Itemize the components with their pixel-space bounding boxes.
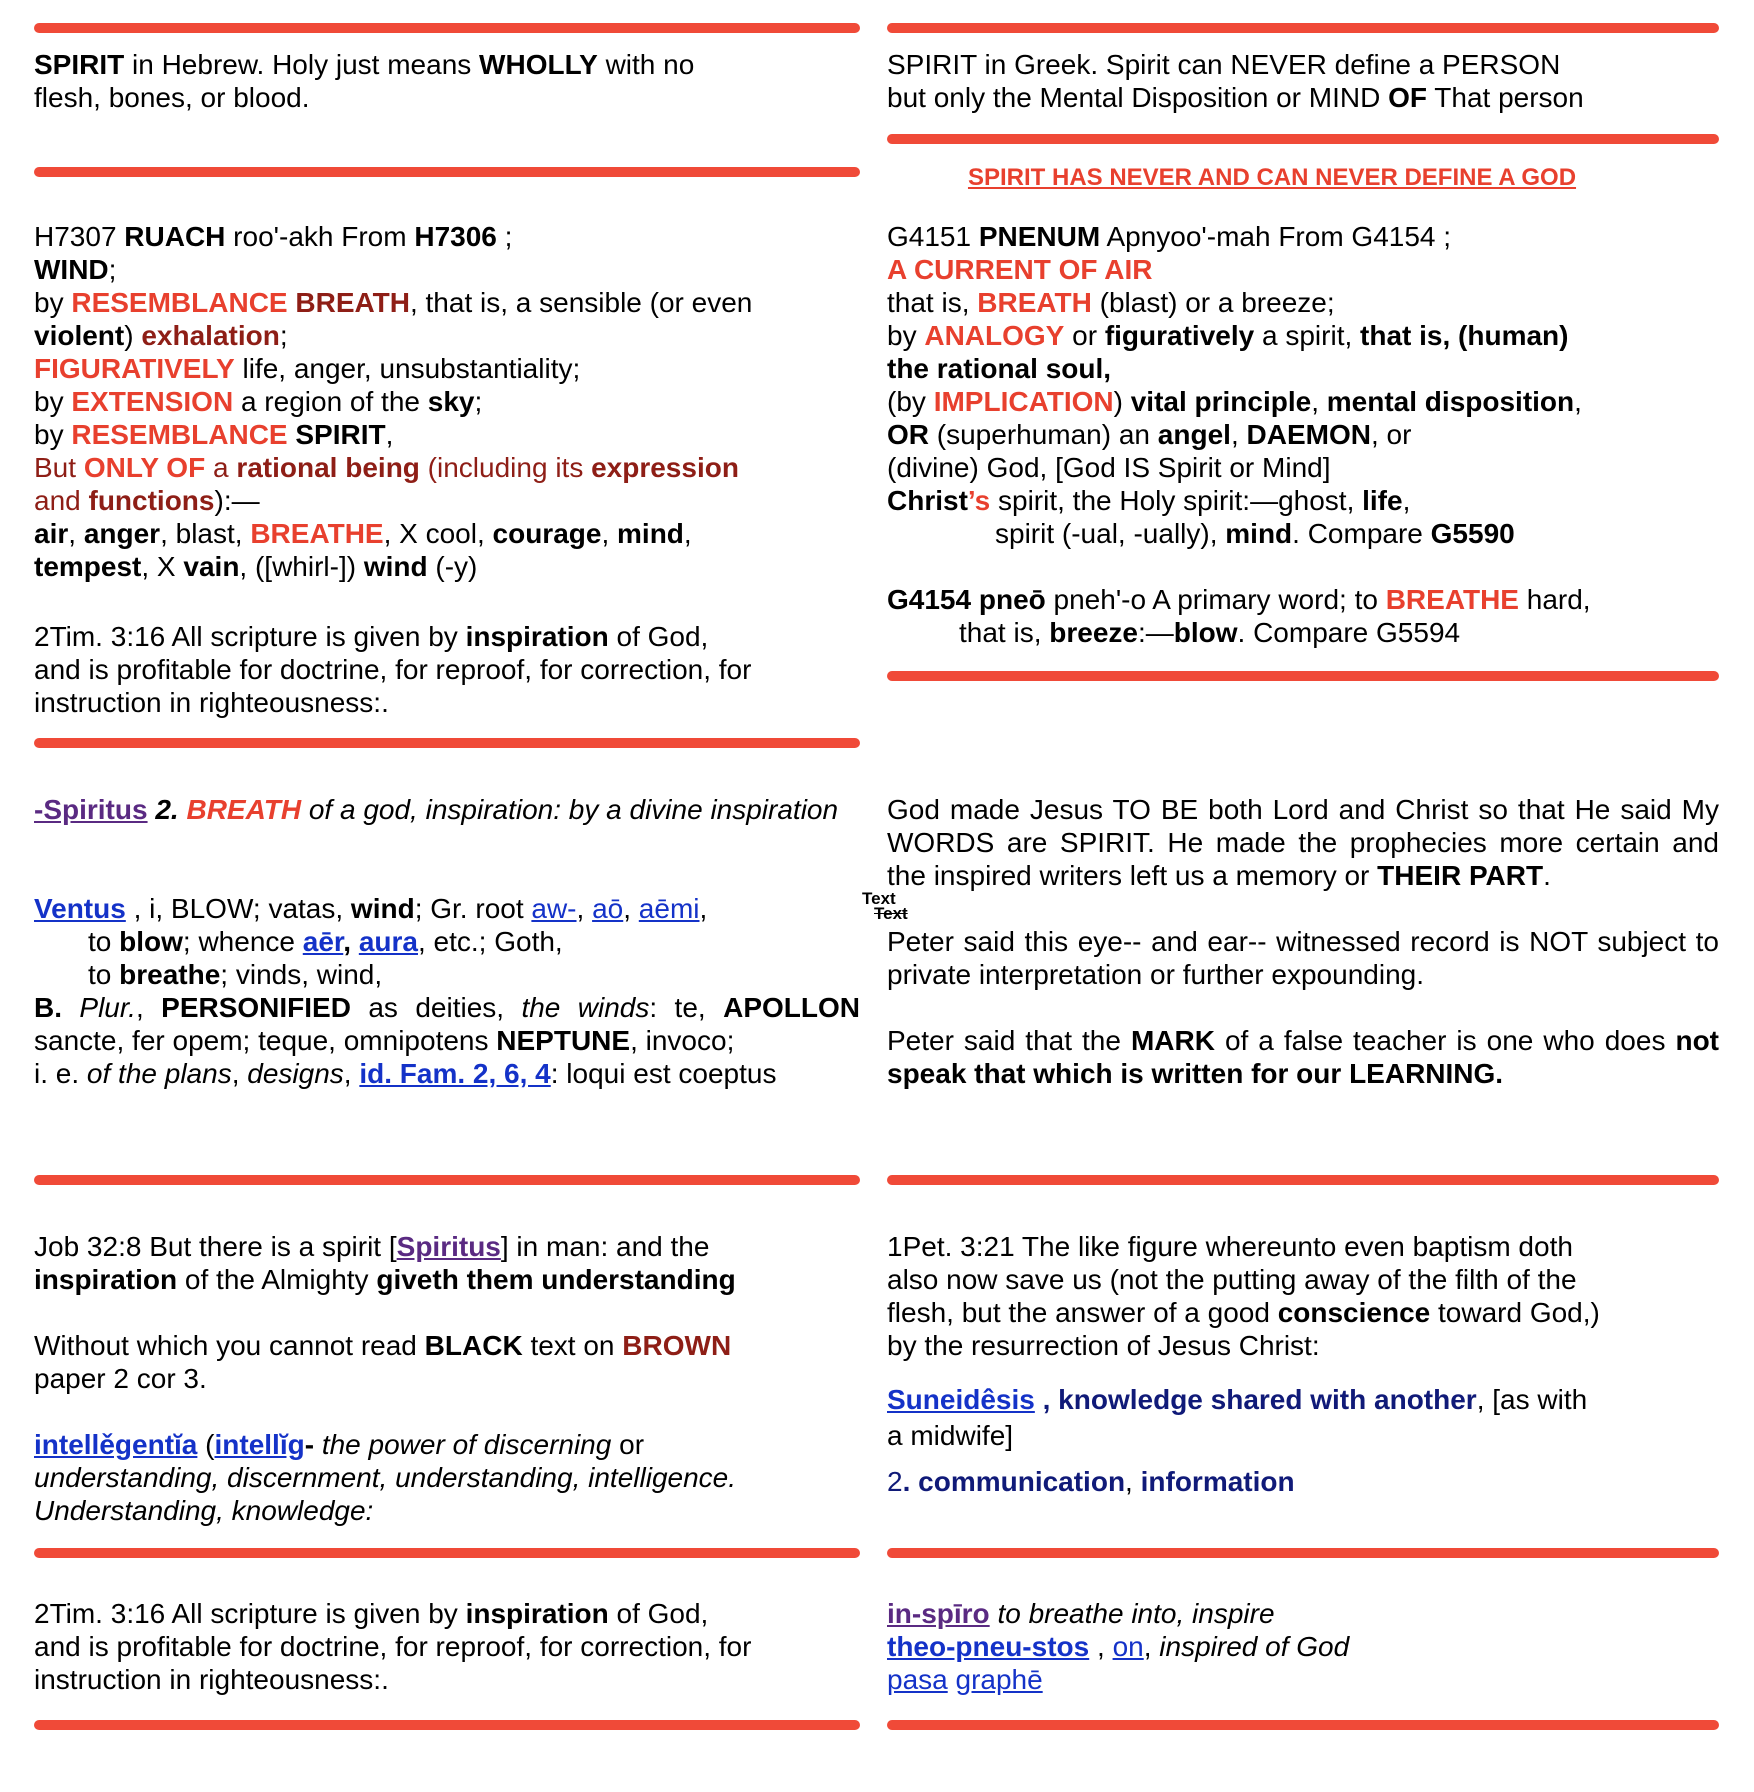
spiritus-link[interactable]: -Spiritus	[34, 794, 148, 825]
ventus-entry: Ventus , i, BLOW; vatas, wind; Gr. root aw-, aō, aēmi, to blow; whence aēr, aura, etc.; Goth, to breathe; vinds, wind, B. Plur., PERSONIFIED as deities, the winds: te, APOLLON sancte, fer opem; teque, omnipotens NEPTUNE, invoco; i. e. of the plans, designs, id. Fam. 2, 6, 4: loqui est coeptus	[34, 893, 860, 1089]
spiritus-entry: -Spiritus 2. BREATH of a god, inspiration: by a divine inspiration	[34, 794, 839, 825]
divider	[34, 1175, 860, 1185]
jesus-peter-commentary: God made Jesus TO BE both Lord and Christ so that He said My WORDS are SPIRIT. He made the prophecies more certain and the inspired writers left us a memory or THEIR PART. Peter said this eye-- and ear-- witnessed record is NOT subject to private interpretation or further expounding. Peter said that the MARK of a false teacher is one who does not speak that which is written for our LEARNING.	[887, 794, 1719, 1089]
inspiro-entry: in-spīro to breathe into, inspire theo-pneu-stos , on, inspired of God pasa graphē	[887, 1598, 1350, 1695]
hebrew-intro: SPIRIT in Hebrew. Holy just means WHOLLY with no flesh, bones, or blood.	[34, 49, 695, 113]
aura-link[interactable]: aura	[358, 926, 418, 957]
fam-reference-link[interactable]: id. Fam. 2, 6, 4	[359, 1058, 551, 1089]
text-box-label: Text	[862, 889, 896, 908]
divider	[34, 23, 860, 33]
divider	[34, 738, 860, 748]
root-link-ao[interactable]: aō	[592, 893, 624, 924]
divider	[34, 1548, 860, 1558]
text-box-label: Text	[874, 904, 908, 923]
divider	[34, 1720, 860, 1730]
divider	[887, 23, 1719, 33]
inspiro-link[interactable]: in-spīro	[887, 1598, 990, 1629]
ruach-definition: H7307 RUACH roo'-akh From H7306 ; WIND; by RESEMBLANCE BREATH, that is, a sensible (or even violent) exhalation; FIGURATIVELY life, anger, unsubstantiality; by EXTENSION a region of the sky; by RESEMBLANCE SPIRIT, But ONLY OF a rational being (including its expression and functions):— air, anger, blast, BREATHE, X cool, courage, mind, tempest, X vain, ([whirl-]) wind (-y)	[34, 221, 753, 582]
root-link-aw[interactable]: aw-	[531, 893, 577, 924]
tim-verse-bottom: 2Tim. 3:16 All scripture is given by inspiration of God, and is profitable for doctrine, for reproof, for correction, for instruction in righteousness:.	[34, 1598, 752, 1695]
ventus-link[interactable]: Ventus	[34, 893, 126, 924]
divider	[887, 1548, 1719, 1558]
spiritus-link[interactable]: Spiritus	[396, 1231, 501, 1262]
intellegentia-link[interactable]: intellěgentĭa	[34, 1429, 198, 1460]
divider	[887, 1175, 1719, 1185]
tim-verse-top: 2Tim. 3:16 All scripture is given by inspiration of God, and is profitable for doctrine, for reproof, for correction, for instruction in righteousness:.	[34, 621, 752, 718]
on-link[interactable]: on	[1112, 1631, 1144, 1662]
theopneustos-link[interactable]: theo-pneu-stos	[887, 1631, 1090, 1662]
peter-verse: 1Pet. 3:21 The like figure whereunto even baptism doth also now save us (not the putting away of the filth of the flesh, but the answer of a good conscience toward God,) by the resurrection of Jesus Christ: Suneidêsis , knowledge shared with another, [as with a midwife] 2. communication, information	[887, 1231, 1600, 1497]
suneidesis-link[interactable]: Suneidêsis	[887, 1384, 1035, 1415]
root-link-aemi[interactable]: aēmi	[638, 893, 700, 924]
divider	[887, 671, 1719, 681]
job-verse: Job 32:8 But there is a spirit [Spiritus] in man: and the inspiration of the Almighty giveth them understanding Without which you cannot read BLACK text on BROWN paper 2 cor 3. intellěgentĭa (intellĭg- the power of discerning or understanding, discernment, understanding, intelligence. Understanding, knowledge:	[34, 1231, 737, 1526]
graphe-link[interactable]: graphē	[955, 1664, 1043, 1695]
greek-intro: SPIRIT in Greek. Spirit can NEVER define a PERSON but only the Mental Disposition or MIND OF That person	[887, 49, 1584, 113]
divider	[887, 1720, 1719, 1730]
divider	[34, 167, 860, 177]
intellig-link[interactable]: intellĭg	[214, 1429, 305, 1460]
pasa-link[interactable]: pasa	[887, 1664, 948, 1695]
pnenum-definition: G4151 PNENUM Apnyoo'-mah From G4154 ; A CURRENT OF AIR that is, BREATH (blast) or a breeze; by ANALOGY or figuratively a spirit, that is, (human) the rational soul, (by IMPLICATION) vital principle, mental disposition, OR (superhuman) an angel, DAEMON, or (divine) God, [God IS Spirit or Mind] Christ’s spirit, the Holy spirit:—ghost, life, spirit (-ual, -ually), mind. Compare G5590 G4154 pneō pneh'-o A primary word; to BREATHE hard, that is, breeze:—blow. Compare G5594	[887, 221, 1591, 648]
aer-link[interactable]: aēr	[302, 926, 344, 957]
divider	[887, 134, 1719, 144]
greek-heading: SPIRIT HAS NEVER AND CAN NEVER DEFINE A GOD	[967, 164, 1577, 191]
